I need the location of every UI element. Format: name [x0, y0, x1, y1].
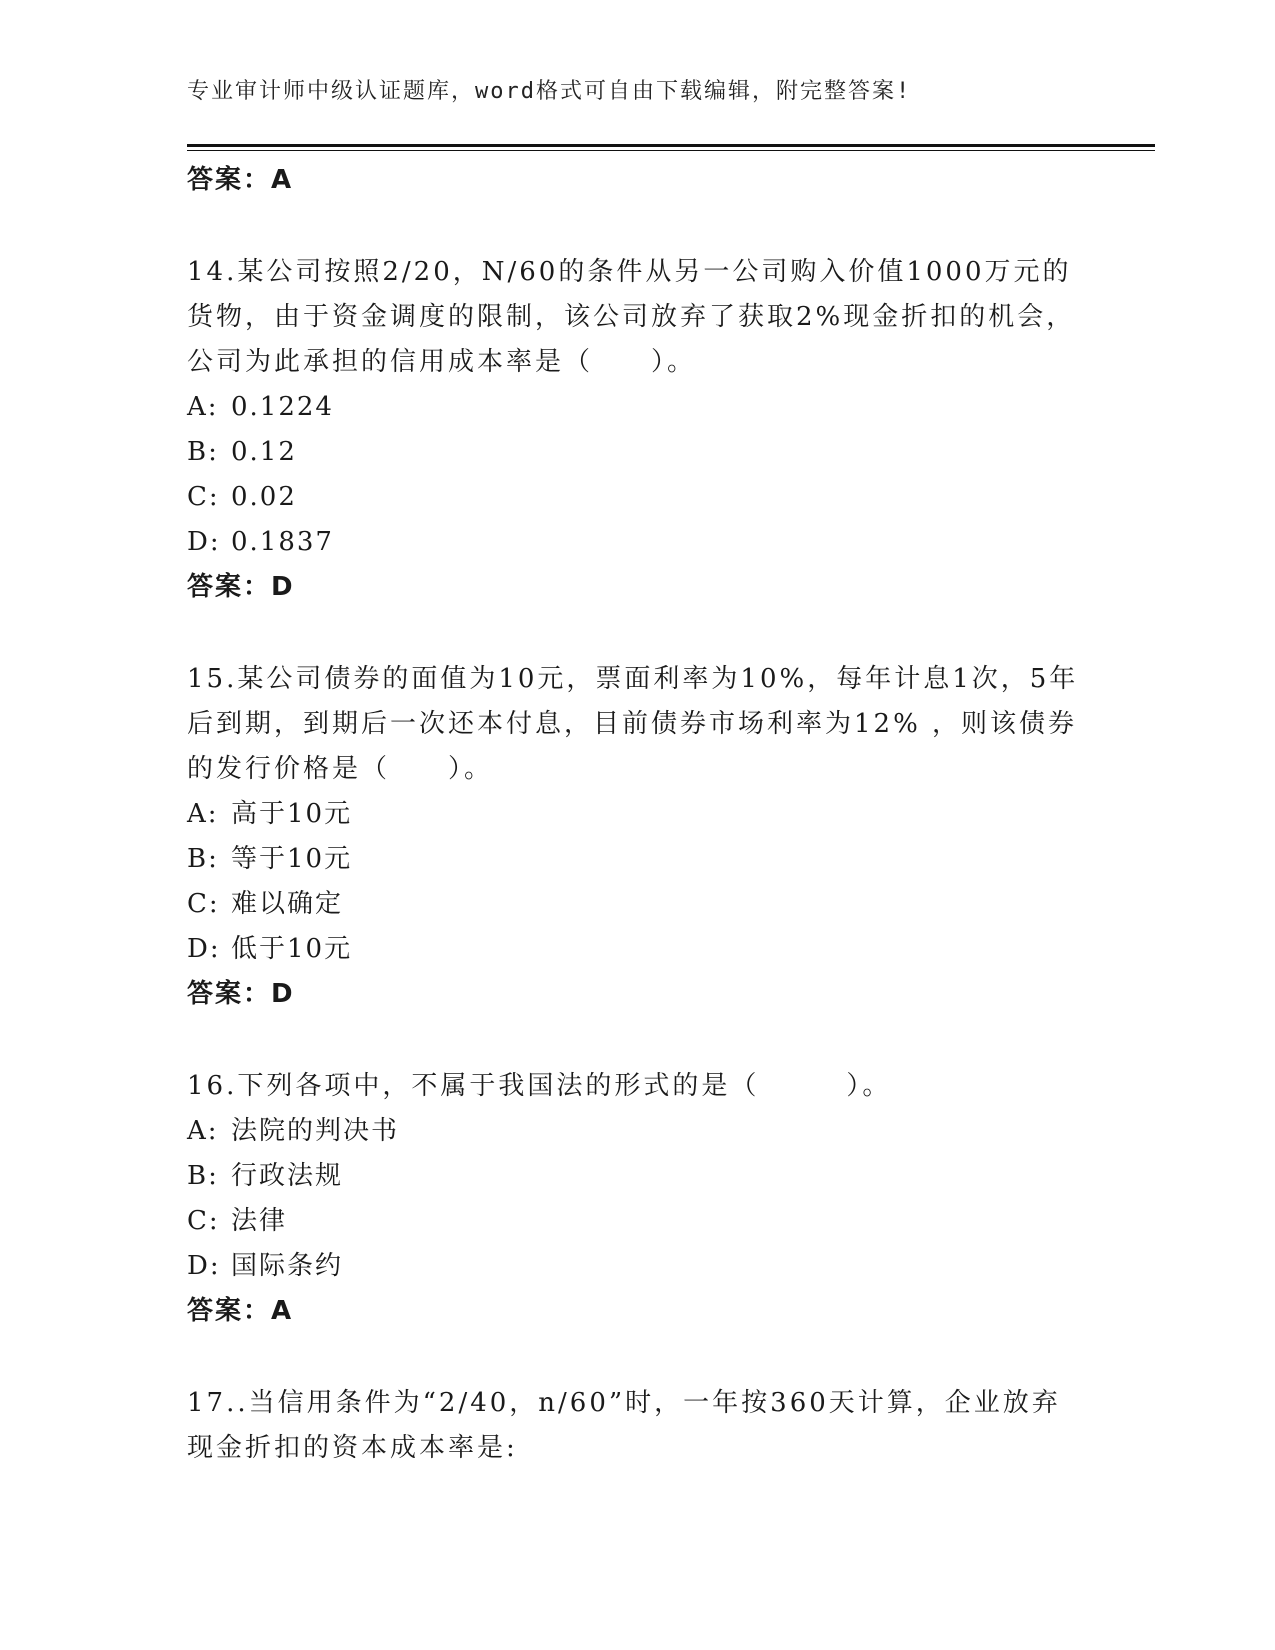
option-letter: A:	[187, 1116, 219, 1146]
option-c	[187, 475, 1087, 520]
option-d	[187, 927, 1087, 972]
option-a	[187, 385, 1087, 430]
option-letter: B:	[187, 437, 219, 467]
answer-line: 答案：A	[187, 165, 294, 195]
option-letter: D:	[187, 527, 221, 557]
question-block	[187, 1381, 1087, 1471]
answer-line: 答案：D	[187, 572, 295, 602]
option-letter: A:	[187, 799, 219, 829]
option-d	[187, 1244, 1087, 1289]
option-text: 国际条约	[231, 1251, 344, 1281]
question-block	[187, 657, 1087, 1016]
option-letter: A:	[187, 392, 219, 422]
question-text: 17..当信用条件为“2/40，n/60”时，一年按360天计算，企业放弃现金折扣的资本成本率是:	[187, 1388, 1061, 1463]
option-a	[187, 1109, 1087, 1154]
option-a	[187, 792, 1087, 837]
option-letter: C:	[187, 1206, 220, 1236]
question-block	[187, 250, 1087, 609]
question-list	[187, 158, 1087, 1471]
option-letter: D:	[187, 934, 221, 964]
option-text: 0.1837	[231, 527, 334, 557]
option-b	[187, 837, 1087, 882]
option-d	[187, 520, 1087, 565]
option-letter: C:	[187, 482, 220, 512]
option-letter: D:	[187, 1251, 221, 1281]
option-c	[187, 882, 1087, 927]
option-b	[187, 430, 1087, 475]
question-block	[187, 1064, 1087, 1333]
option-letter: C:	[187, 889, 220, 919]
option-b	[187, 1154, 1087, 1199]
page-header: 专业审计师中级认证题库，word格式可自由下载编辑，附完整答案!	[187, 79, 912, 104]
option-text: 0.02	[231, 482, 297, 512]
option-text: 低于10元	[231, 934, 353, 964]
answer-line: 答案：D	[187, 979, 295, 1009]
header-rule-thin	[187, 150, 1155, 151]
option-text: 0.1224	[231, 392, 334, 422]
option-letter: B:	[187, 844, 219, 874]
option-text: 高于10元	[231, 799, 353, 829]
option-c	[187, 1199, 1087, 1244]
option-letter: B:	[187, 1161, 219, 1191]
option-text: 难以确定	[231, 889, 344, 919]
question-text: 15.某公司债券的面值为10元，票面利率为10%，每年计息1次，5年后到期，到期后一次还本付息，目前债券市场利率为12% ，则该债券的发行价格是（ ）。	[187, 664, 1079, 784]
header-rule-thick	[187, 144, 1155, 147]
option-text: 法院的判决书	[231, 1116, 400, 1146]
answer-line: 答案：A	[187, 1296, 294, 1326]
question-text: 16.下列各项中，不属于我国法的形式的是（ ）。	[187, 1071, 892, 1101]
option-text: 行政法规	[231, 1161, 344, 1191]
option-text: 法律	[231, 1206, 288, 1236]
option-text: 0.12	[231, 437, 297, 467]
option-text: 等于10元	[231, 844, 353, 874]
question-text: 14.某公司按照2/20，N/60的条件从另一公司购入价值1000万元的货物，由于资金调度的限制，该公司放弃了获取2%现金折扣的机会，公司为此承担的信用成本率是（ ）。	[187, 257, 1076, 377]
